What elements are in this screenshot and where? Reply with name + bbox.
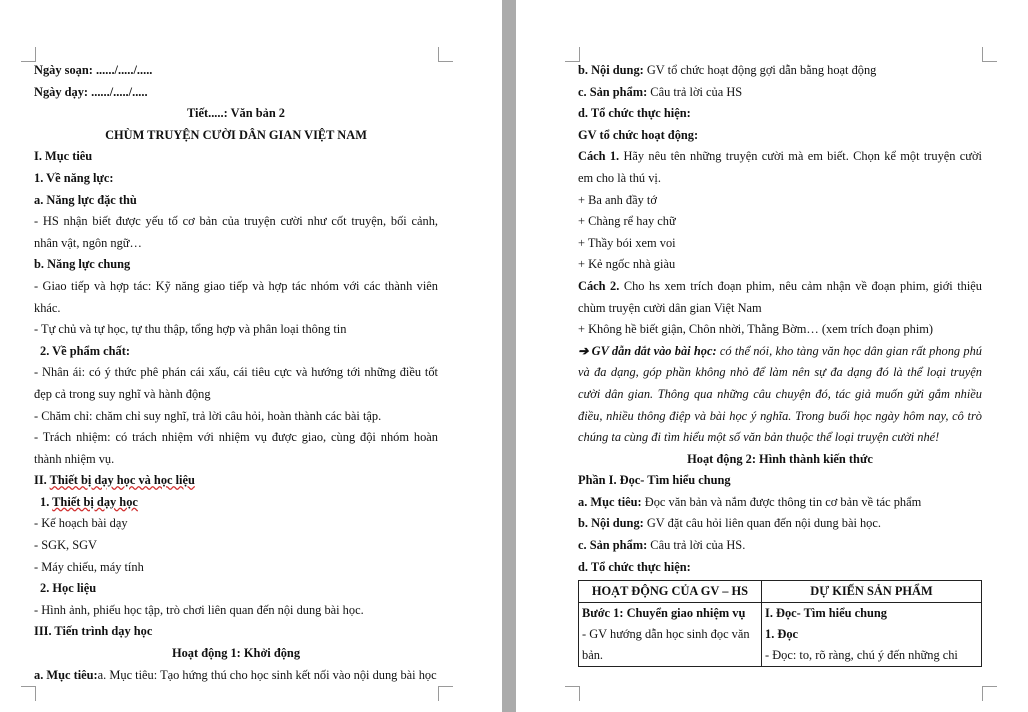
spellcheck-underlined-text: Thiết bị dạy học [52,494,138,509]
text-line: II. Thiết bị dạy học và học liệu [34,473,195,488]
text-run: GV tổ chức hoạt động gợi dẫn bằng hoạt động [643,63,877,77]
text-line: 1. Về năng lực: [34,170,114,185]
crop-mark-top-right [982,47,997,62]
text-line: d. Tổ chức thực hiện: [578,106,691,121]
text-run: Câu trả lời của HS [647,84,743,99]
text-line: Hoạt động 1: Khởi động [171,646,301,661]
table-header-cell: DỰ KIẾN SẢN PHẨM [762,581,982,603]
text-line: b. Năng lực chung [34,257,131,272]
text-line: a. Năng lực đặc thù [34,192,137,207]
text-line: + Thầy bói xem voi [578,235,676,250]
bold-lead: ➔ GV dẫn dắt vào bài học: [578,343,717,358]
text-line: - HS nhận biết được yếu tố cơ bản của truyện cười như cốt truyện, bối cảnh, nhân vật, ngôn ngữ… [34,214,438,250]
cell-text: - GV hướng dẫn học sinh đọc văn bản. [582,627,750,663]
text-line: I. Mục tiêu [34,149,93,164]
crop-mark-bottom-left [21,686,36,701]
crop-mark-bottom-right [438,686,453,701]
text-line [578,341,982,449]
text-line: III. Tiến trình dạy học [34,624,153,639]
text-line: d. Tổ chức thực hiện: [578,559,691,574]
bold-lead: a. Mục tiêu: [578,494,642,509]
crop-mark-bottom-right [982,686,997,701]
cell-text: I. Đọc- Tìm hiểu chung [765,606,887,621]
text-line: - Kế hoạch bài dạy [34,516,128,531]
text-line: 2. Về phẩm chất: [40,343,130,358]
text-line [578,146,982,189]
cell-text: 1. Đọc [765,627,799,642]
text-line: - Chăm chỉ: chăm chỉ suy nghĩ, trả lời câu hỏi, hoàn thành các bài tập. [34,408,382,423]
document-page-left [0,0,502,712]
text-run: a. Mục tiêu: Tạo hứng thú cho học sinh kết nối vào nội dung bài học [97,667,437,682]
text-run: có thể nói, kho tàng văn học dân gian rất phong phú và đa dạng, góp phần không nhỏ để làm nên sự đa dạng đó là thể loại truyện cười dân gian. Thông qua những câu chuyện đó, tác giả muốn gửi gắm nhiều điều, nhiều thông điệp và bài học ý nghĩa. Trong buổi học ngày hôm nay, cô trò chúng ta cùng đi tìm hiểu một số văn bản thuộc thể loại truyện cười nhé! [578,343,982,445]
document-page-right [516,0,1028,712]
text-line: Ngày dạy: ....../...../..... [34,84,148,99]
crop-mark-top-right [438,47,453,62]
cell-text: - Đọc: to, rõ ràng, chú ý đến những chi [765,648,958,663]
text-line [578,492,982,514]
table-cell[interactable] [579,603,762,667]
text-line: - Hình ảnh, phiếu học tập, trò chơi liên quan đến nội dung bài học. [34,602,364,617]
right-page-content[interactable] [578,60,982,667]
text-run: Hãy nêu tên những truyện cười mà em biết. Chọn kể một truyện cười em cho là thú vị. [578,149,982,185]
bold-lead: b. Nội dung: [578,516,644,531]
text-line: CHÙM TRUYỆN CƯỜI DÂN GIAN VIỆT NAM [105,127,367,142]
text-run: Đọc văn bản và nắm được thông tin cơ bản về tác phẩm [641,494,922,509]
text-line: - Trách nhiệm: có trách nhiệm với nhiệm vụ được giao, cùng đội nhóm hoàn thành nhiệm vụ. [34,430,438,466]
text-line: - SGK, SGV [34,538,97,553]
text-line: - Giao tiếp và hợp tác: Kỹ năng giao tiếp và hợp tác nhóm với các thành viên khác. [34,278,438,315]
text-line: Ngày soạn: ....../...../..... [34,63,153,77]
text-line: Hoạt động 2: Hình thành kiến thức [687,451,873,466]
text-line [578,276,982,319]
text-line: + Chàng rể hay chữ [578,214,676,229]
text-run: Câu trả lời của HS. [647,538,746,553]
text-line: 2. Học liệu [40,581,97,596]
text-line [578,60,982,82]
text-line: GV tổ chức hoạt động: [578,127,699,142]
text-line: + Ba anh đầy tớ [578,192,657,207]
bold-lead: Cách 2. [578,278,620,293]
text-line [578,513,982,535]
crop-mark-bottom-left [565,686,580,701]
text-run: Cho hs xem trích đoạn phim, nêu cảm nhận về đoạn phim, giới thiệu chùm truyện cười dân gian Việt Nam [578,278,982,315]
text-line: Phần I. Đọc- Tìm hiểu chung [578,473,731,488]
text-run: GV đặt câu hỏi liên quan đến nội dung bài học. [643,516,881,531]
text-line: + Không hề biết giận, Chôn nhời, Thằng Bờm… (xem trích đoạn phim) [578,322,934,337]
activity-table[interactable] [578,580,982,667]
left-page-content[interactable] [34,60,438,686]
text-line: - Nhân ái: có ý thức phê phán cái xấu, cái tiêu cực và hướng tới những điều tốt đẹp cả trong suy nghĩ và hành động [34,365,438,401]
cell-text: Bước 1: Chuyển giao nhiệm vụ [582,606,746,621]
table-row [579,603,982,667]
text-line: - Tự chủ và tự học, tự thu thập, tổng hợp và phân loại thông tin [34,322,347,337]
text-line [578,82,982,104]
text-line: + Kẻ ngốc nhà giàu [578,257,676,272]
bold-lead: b. Nội dung: [578,63,644,77]
text-line: Tiết.....: Văn bản 2 [187,106,285,121]
bold-lead: a. Mục tiêu: [34,667,98,682]
text-line [34,665,438,687]
text-line [578,535,982,557]
bold-lead: Cách 1. [578,149,620,164]
bold-lead: c. Sản phẩm: [578,538,648,553]
spellcheck-underlined-text: Thiết bị dạy học và học liệu [49,473,195,488]
table-cell[interactable] [762,603,982,667]
bold-lead: c. Sản phẩm: [578,84,648,99]
table-header-cell: HOẠT ĐỘNG CỦA GV – HS [579,581,762,603]
text-line: - Máy chiếu, máy tính [34,559,144,574]
text-line: 1. Thiết bị dạy học [40,494,138,509]
